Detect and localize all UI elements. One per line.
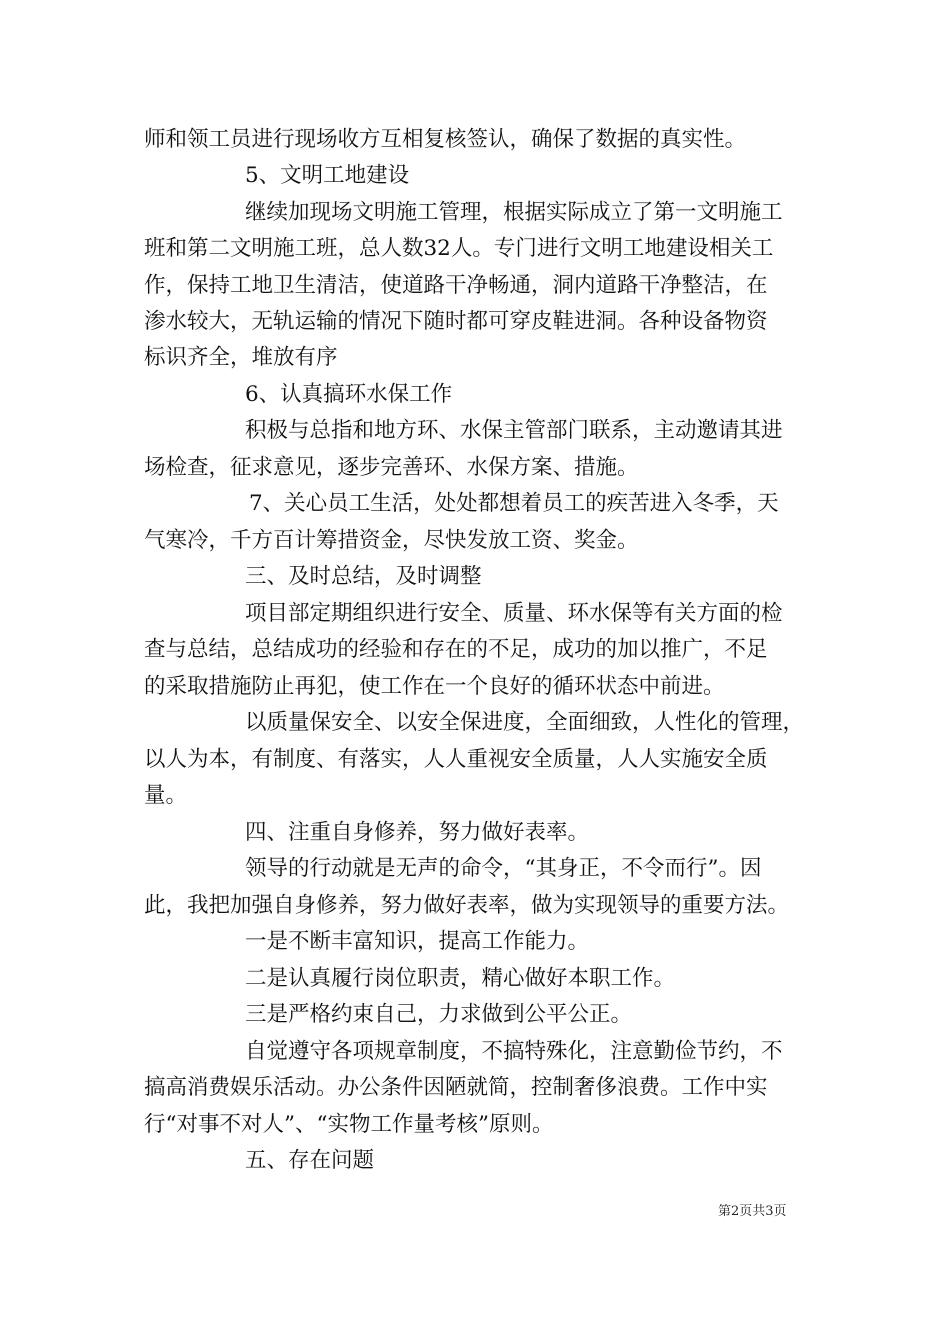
text-line: 此，我把加强自身修养，努力做好表率，做为实现领导的重要方法。 bbox=[144, 893, 790, 918]
section-heading: 6、认真搞环水保工作 bbox=[245, 382, 453, 407]
page-number-footer: 第2页共3页 bbox=[718, 1204, 787, 1219]
section-heading: 7、关心员工生活，处处都想着员工的疾苦进入冬季，天 bbox=[249, 491, 779, 516]
text-line: 积极与总指和地方环、水保主管部门联系，主动邀请其进 bbox=[245, 418, 783, 443]
text-line: 的采取措施防止再犯，使工作在一个良好的循环状态中前进。 bbox=[144, 674, 725, 699]
text-line: 师和领工员进行现场收方互相复核签认，确保了数据的真实性。 bbox=[144, 127, 747, 152]
text-line: 继续加现场文明施工管理，根据实际成立了第一文明施工 bbox=[245, 200, 783, 225]
text-line: 气寒冷，千方百计筹措资金，尽快发放工资、奖金。 bbox=[144, 528, 639, 553]
text-line: 以质量保安全、以安全保进度，全面细致，人性化的管理， bbox=[245, 710, 805, 735]
text-line: 项目部定期组织进行安全、质量、环水保等有关方面的检 bbox=[245, 601, 783, 626]
text-line: 场检查，征求意见，逐步完善环、水保方案、措施。 bbox=[144, 455, 639, 480]
text-line: 以人为本，有制度、有落实，人人重视安全质量，人人实施安全质 bbox=[144, 747, 768, 772]
text-line: 自觉遵守各项规章制度，不搞特殊化，注意勤俭节约，不 bbox=[245, 1039, 783, 1064]
text-line: 标识齐全，堆放有序 bbox=[144, 345, 338, 370]
text-line: 搞高消费娱乐活动。办公条件因陋就简，控制奢侈浪费。工作中实 bbox=[144, 1075, 768, 1100]
text-line: 二是认真履行岗位职责，精心做好本职工作。 bbox=[245, 966, 676, 991]
text-line: 查与总结，总结成功的经验和存在的不足，成功的加以推广，不足 bbox=[144, 637, 768, 662]
text-line: 三是严格约束自己，力求做到公平公正。 bbox=[245, 1002, 633, 1027]
section-heading: 三、及时总结，及时调整 bbox=[245, 564, 482, 589]
text-line: 领导的行动就是无声的命令，“其身正，不令而行”。因 bbox=[245, 856, 762, 881]
text-line: 一是不断丰富知识，提高工作能力。 bbox=[245, 929, 590, 954]
text-line: 渗水较大，无轨运输的情况下随时都可穿皮鞋进洞。各种设备物资 bbox=[144, 309, 768, 334]
section-heading: 五、存在问题 bbox=[245, 1148, 375, 1173]
text-line: 班和第二文明施工班，总人数32人。专门进行文明工地建设相关工 bbox=[144, 236, 774, 261]
text-line: 作，保持工地卫生清洁，使道路干净畅通，洞内道路干净整洁，在 bbox=[144, 273, 768, 298]
text-line: 量。 bbox=[144, 783, 188, 808]
text-line: 行“对事不对人”、“实物工作量考核”原则。 bbox=[144, 1112, 554, 1137]
section-heading: 四、注重自身修养，努力做好表率。 bbox=[245, 820, 590, 845]
section-heading: 5、文明工地建设 bbox=[245, 163, 410, 188]
